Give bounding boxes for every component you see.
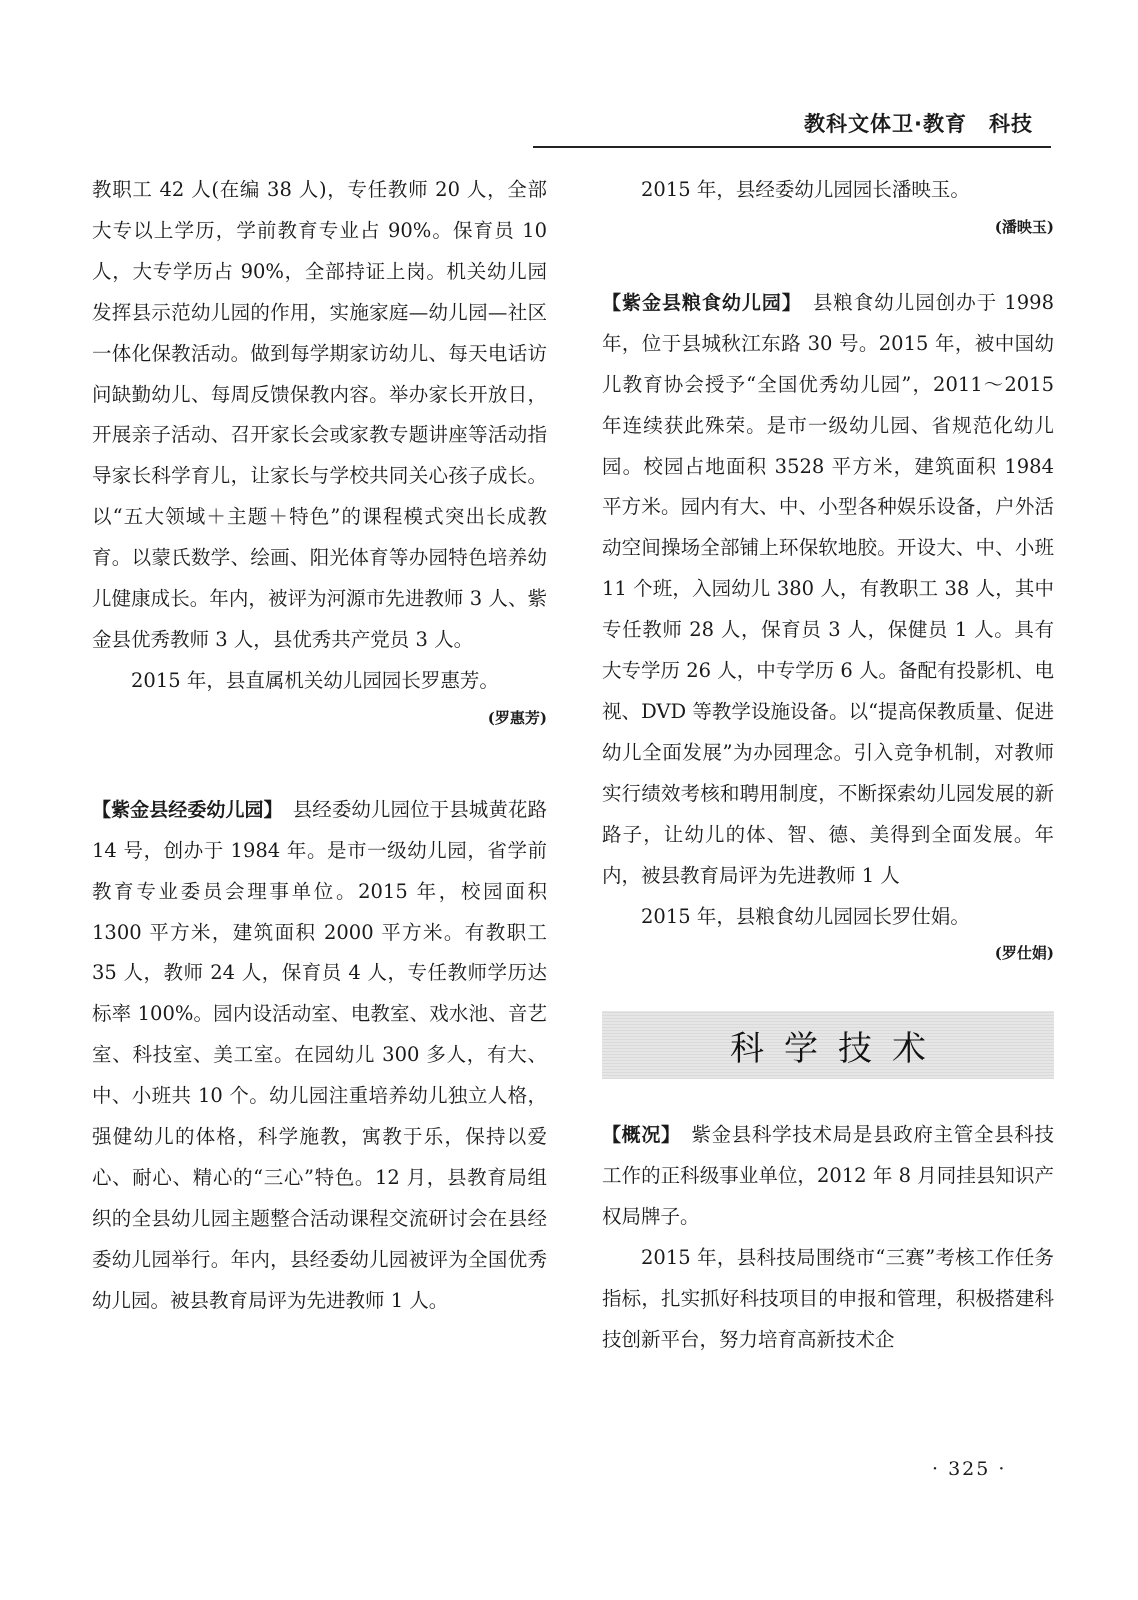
- paragraph: 教职工 42 人(在编 38 人)，专任教师 20 人，全部大专以上学历，学前教育专业占 90%。保育员 10 人，大专学历占 90%，全部持证上岗。机关幼儿园发挥县示范幼儿园的作用，实施家庭—幼儿园—社区一体化保教活动。做到每学期家访幼儿、每天电话访问缺勤幼儿、每周反馈保教内容。举办家长开放日，开展亲子活动、召开家长会或家教专题讲座等活动指导家长科学育儿，让家长与学校共同关心孩子成长。以“五大领域＋主题＋特色”的课程模式突出长成教育。以蒙氏数学、绘画、阳光体育等办园特色培养幼儿健康成长。年内，被评为河源市先进教师 3 人、紫金县优秀教师 3 人，县优秀共产党员 3 人。: [92, 178, 547, 651]
- section-heading-box: [602, 1011, 1054, 1079]
- section-heading: 科学技术: [730, 1028, 946, 1069]
- paragraph: 2015 年，县直属机关幼儿园园长罗惠芳。: [131, 668, 499, 692]
- entry-body: 紫金县科学技术局是县政府主管全县科技工作的正科级事业单位，2012 年 8 月同挂县知识产权局牌子。: [602, 1123, 1054, 1229]
- header-rule: [533, 146, 1051, 148]
- header-section: 教科文体卫: [804, 112, 915, 136]
- left-column: [92, 170, 547, 1322]
- entry-paragraph: [602, 283, 1054, 897]
- author-credit: (潘映玉): [994, 217, 1054, 236]
- entry-title: 【概况】: [602, 1124, 672, 1147]
- author-credit: (罗仕娟): [994, 944, 1054, 963]
- entry-body: 县粮食幼儿园创办于 1998 年，位于县城秋江东路 30 号。2015 年，被中国幼儿教育协会授予“全国优秀幼儿园”，2011～2015 年连续获此殊荣。是市一级幼儿园、省规范化幼儿园。校园占地面积 3528 平方米，建筑面积 1984 平方米。园内有大、中、小型各种娱乐设备，户外活动空间操场全部铺上环保软地胶。开设大、中、小班 11 个班，入园幼儿 380 人，有教职工 38 人，其中专任教师 28 人，保育员 3 人，保健员 1 人。具有大专学历 26 人，中专学历 6 人。备配有投影机、电视、DVD 等教学设施设备。以“提高保教质量、促进幼儿全面发展”为办园理念。引入竞争机制，对教师实行绩效考核和聘用制度，不断探索幼儿园发展的新路子，让幼儿的体、智、德、美得到全面发展。年内，被县教育局评为先进教师 1 人: [602, 290, 1055, 887]
- paragraph: 2015 年，县粮食幼儿园园长罗仕娟。: [641, 904, 970, 928]
- running-header: [804, 108, 1033, 138]
- paragraph: 2015 年，县经委幼儿园园长潘映玉。: [641, 178, 970, 201]
- entry-paragraph: [602, 1115, 1054, 1238]
- author-credit: (罗惠芳): [487, 708, 547, 727]
- entry-paragraph: [92, 790, 547, 1322]
- entry-body: 县经委幼儿园位于县城黄花路 14 号，创办于 1984 年。是市一级幼儿园，省学前教育专业委员会理事单位。2015 年，校园面积 1300 平方米，建筑面积 2000 平方米。有教职工 35 人，教师 24 人，保育员 4 人，专任教师学历达标率 100%。园内设活动室、电教室、戏水池、音艺室、科技室、美工室。在园幼儿 300 多人，有大、中、小班共 10 个。幼儿园注重培养幼儿独立人格，强健幼儿的体格，科学施教，寓教于乐，保持以爱心、耐心、精心的“三心”特色。12 月，县教育局组织的全县幼儿园主题整合活动课程交流研讨会在县经委幼儿园举行。年内，县经委幼儿园被评为全国优秀幼儿园。被县教育局评为先进教师 1 人。: [92, 797, 547, 1312]
- entry-title: 【紫金县经委幼儿园】: [92, 798, 274, 821]
- entry-title: 【紫金县粮食幼儿园】: [602, 291, 793, 314]
- header-subsection: ·教育 科技: [914, 112, 1033, 136]
- right-column: [602, 170, 1054, 1361]
- spacer: [602, 243, 1054, 283]
- page-number: · 325 ·: [932, 1458, 1007, 1480]
- spacer: [92, 734, 547, 790]
- paragraph: 2015 年，县科技局围绕市“三赛”考核工作任务指标，扎实抓好科技项目的申报和管理，积极搭建科技创新平台，努力培育高新技术企: [602, 1246, 1054, 1351]
